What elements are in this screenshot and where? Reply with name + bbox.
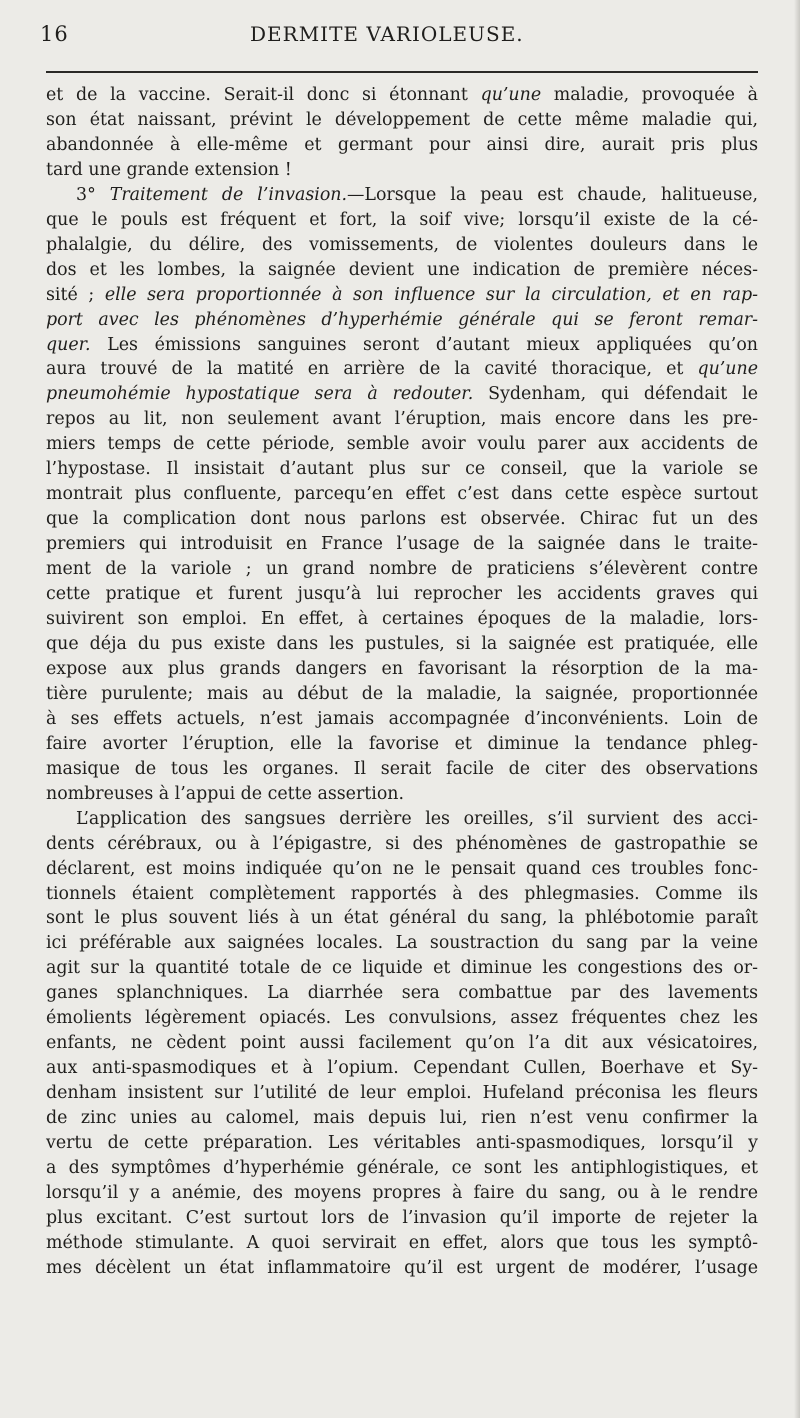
running-title: DERMITE VARIOLEUSE.	[250, 22, 524, 46]
text-line: tard une grande extension !	[46, 159, 292, 180]
text-line: suivirent son emploi. En effet, à certaines époques de la maladie, lors-	[46, 609, 758, 630]
paragraph	[46, 183, 758, 807]
text-line: montrait plus confluente, parcequ’en effet c’est dans cette espèce surtout	[46, 484, 758, 505]
text-line: port avec les phénomènes d’hyperhémie générale qui se feront remar-	[46, 309, 758, 330]
text-line: plus excitant. C’est surtout lors de l’invasion qu’il importe de rejeter la	[46, 1207, 758, 1228]
text-line: que déja du pus existe dans les pustules, si la saignée est pratiquée, elle	[46, 633, 758, 654]
text-line: premiers qui introduisit en France l’usage de la saignée dans le traite-	[46, 534, 758, 555]
text-line: expose aux plus grands dangers en favorisant la résorption de la ma-	[46, 658, 758, 679]
text-line: L’application des sangsues derrière les oreilles, s’il survient des acci-	[76, 808, 758, 829]
text-line: lorsqu’il y a anémie, des moyens propres à faire du sang, ou à le rendre	[46, 1182, 758, 1203]
text-line: repos au lit, non seulement avant l’éruption, mais encore dans les pre-	[46, 409, 758, 430]
text-line: denham insistent sur l’utilité de leur emploi. Hufeland préconisa les fleurs	[46, 1083, 758, 1104]
text-line: sité ; elle sera proportionnée à son influence sur la circulation, et en rap-	[46, 284, 758, 305]
text-line: que la complication dont nous parlons est observée. Chirac fut un des	[46, 509, 758, 530]
body-text	[46, 83, 758, 1281]
text-line: masique de tous les organes. Il serait facile de citer des observations	[46, 758, 758, 779]
text-line: tionnels étaient complètement rapportés à des phlegmasies. Comme ils	[46, 883, 758, 904]
text-line: vertu de cette préparation. Les véritables anti-spasmodiques, lorsqu’il y	[46, 1133, 758, 1154]
text-line: sont le plus souvent liés à un état général du sang, la phlébotomie paraît	[46, 908, 758, 929]
page-number: 16	[40, 22, 69, 46]
text-line: aura trouvé de la matité en arrière de la cavité thoracique, et qu’une	[46, 359, 758, 380]
text-line: ganes splanchniques. La diarrhée sera combattue par des lavements	[46, 983, 758, 1004]
text-line: ici préférable aux saignées locales. La soustraction du sang par la veine	[46, 933, 758, 954]
text-line: et de la vaccine. Serait-il donc si étonnant qu’une maladie, provoquée à	[46, 85, 758, 105]
text-line: cette pratique et furent jusqu’à lui reprocher les accidents graves qui	[46, 584, 758, 605]
paragraph	[46, 807, 758, 1281]
text-line: faire avorter l’éruption, elle la favorise et diminue la tendance phleg-	[46, 733, 758, 754]
text-line: émolients légèrement opiacés. Les convulsions, assez fréquentes chez les	[46, 1008, 758, 1029]
text-line: méthode stimulante. A quoi servirait en effet, alors que tous les symptô-	[46, 1232, 758, 1253]
text-line: pneumohémie hypostatique sera à redouter. Sydenham, qui défendait le	[46, 384, 759, 405]
header-rule	[46, 71, 758, 73]
text-line: que le pouls est fréquent et fort, la soif vive; lorsqu’il existe de la cé-	[46, 209, 758, 230]
page-edge-shadow	[794, 0, 800, 1418]
text-line: dents cérébraux, ou à l’épigastre, si des phénomènes de gastropathie se	[46, 833, 758, 854]
text-line: dos et les lombes, la saignée devient une indication de première néces-	[46, 259, 758, 280]
text-line: ment de la variole ; un grand nombre de praticiens s’élevèrent contre	[46, 559, 758, 580]
text-line: aux anti-spasmodiques et à l’opium. Cependant Cullen, Boerhave et Sy-	[46, 1058, 758, 1079]
text-line: l’hypostase. Il insistait d’autant plus sur ce conseil, que la variole se	[46, 459, 758, 480]
page-header	[40, 22, 758, 62]
text-line: mes décèlent un état inflammatoire qu’il est urgent de modérer, l’usage	[46, 1257, 758, 1278]
text-line: 3° Traitement de l’invasion.—Lorsque la peau est chaude, halitueuse,	[76, 184, 758, 205]
text-line: de zinc unies au calomel, mais depuis lui, rien n’est venu confirmer la	[46, 1108, 758, 1129]
text-line: a des symptômes d’hyperhémie générale, ce sont les antiphlogistiques, et	[46, 1157, 758, 1178]
text-line: quer. Les émissions sanguines seront d’autant mieux appliquées qu’on	[46, 334, 758, 355]
text-line: son état naissant, prévint le développement de cette même maladie qui,	[46, 109, 758, 130]
text-line: abandonnée à elle-même et germant pour ainsi dire, aurait pris plus	[46, 134, 758, 155]
text-line: déclarent, est moins indiquée qu’on ne le pensait quand ces troubles fonc-	[46, 858, 758, 879]
text-line: enfants, ne cèdent point aussi facilement qu’on l’a dit aux vésicatoires,	[46, 1033, 758, 1054]
text-line: miers temps de cette période, semble avoir voulu parer aux accidents de	[46, 434, 758, 455]
paragraph	[46, 83, 758, 183]
text-line: à ses effets actuels, n’est jamais accompagnée d’inconvénients. Loin de	[46, 708, 758, 729]
text-line: nombreuses à l’appui de cette assertion.	[46, 783, 405, 804]
text-line: phalalgie, du délire, des vomissements, de violentes douleurs dans le	[46, 234, 758, 255]
text-line: tière purulente; mais au début de la maladie, la saignée, proportionnée	[46, 683, 758, 704]
text-line: agit sur la quantité totale de ce liquide et diminue les congestions des or-	[46, 958, 758, 979]
